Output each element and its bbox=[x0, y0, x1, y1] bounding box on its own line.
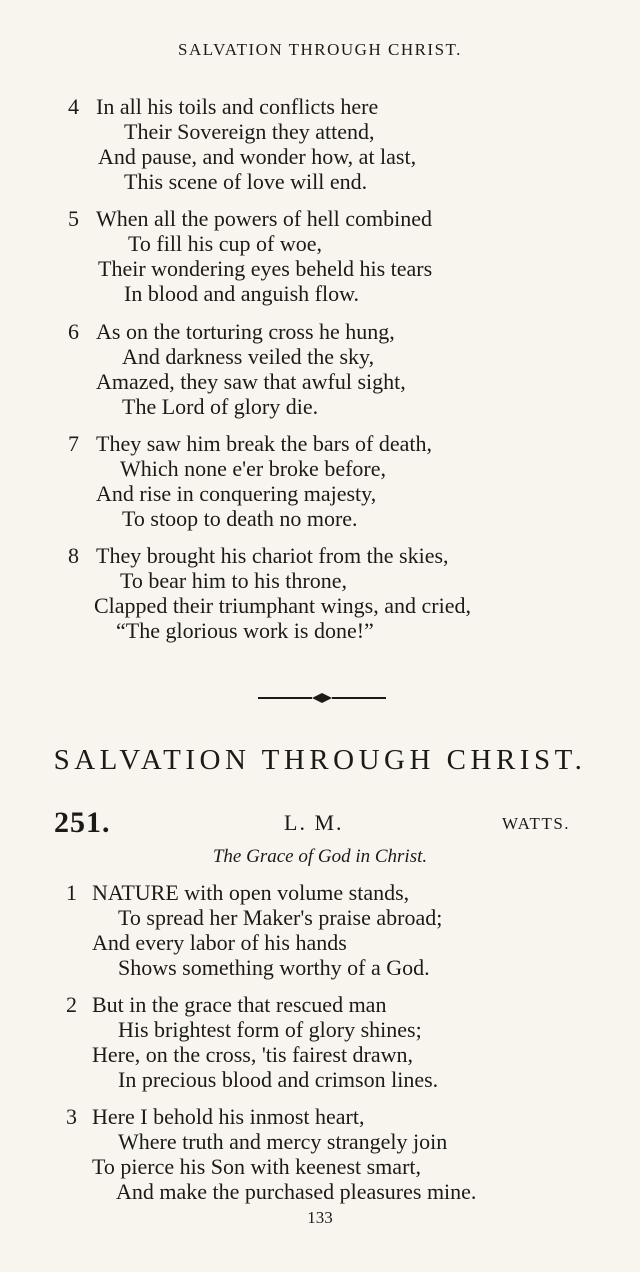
verse-line: But in the grace that rescued man bbox=[92, 992, 387, 1017]
ornament-divider bbox=[258, 688, 386, 708]
hymn-number: 251. bbox=[54, 806, 111, 839]
page-number: 133 bbox=[307, 1208, 333, 1227]
stanza-number: 5 bbox=[68, 206, 79, 231]
verse-line: To pierce his Son with keenest smart, bbox=[92, 1154, 422, 1179]
verse-line: And make the purchased pleasures mine. bbox=[116, 1179, 477, 1204]
verse-line: NATURE with open volume stands, bbox=[92, 880, 410, 905]
verse-line: To fill his cup of woe, bbox=[128, 231, 322, 256]
hymn-author: WATTS. bbox=[502, 814, 571, 833]
verse-line: In blood and anguish flow. bbox=[124, 281, 360, 306]
verse-line: This scene of love will end. bbox=[124, 169, 368, 194]
verse-line: To stoop to death no more. bbox=[122, 506, 358, 531]
stanza-number: 7 bbox=[68, 431, 79, 456]
stanza-number: 2 bbox=[66, 992, 77, 1017]
verse-line: Here I behold his inmost heart, bbox=[92, 1104, 365, 1129]
running-head: SALVATION THROUGH CHRIST. bbox=[178, 40, 462, 59]
verse-line: As on the torturing cross he hung, bbox=[96, 319, 395, 344]
stanza-number: 6 bbox=[68, 319, 79, 344]
verse-line: Here, on the cross, 'tis fairest drawn, bbox=[92, 1042, 414, 1067]
verse-line: In all his toils and conflicts here bbox=[96, 94, 379, 119]
hymn-subtitle: The Grace of God in Christ. bbox=[212, 846, 428, 867]
section-title: SALVATION THROUGH CHRIST. bbox=[53, 744, 587, 776]
verse-line: Where truth and mercy strangely join bbox=[118, 1129, 448, 1154]
stanza-number: 8 bbox=[68, 543, 79, 568]
verse-line: His brightest form of glory shines; bbox=[118, 1017, 422, 1042]
verse-line: Their wondering eyes beheld his tears bbox=[98, 256, 433, 281]
verse-line: They brought his chariot from the skies, bbox=[96, 543, 449, 568]
verse-line: And pause, and wonder how, at last, bbox=[98, 144, 417, 169]
verse-line: To spread her Maker's praise abroad; bbox=[118, 905, 443, 930]
verse-line: And rise in conquering majesty, bbox=[96, 481, 377, 506]
verse-line: The Lord of glory die. bbox=[122, 394, 319, 419]
hymn-meter: L. M. bbox=[284, 810, 344, 835]
verse-line: In precious blood and crimson lines. bbox=[118, 1067, 439, 1092]
verse-line: And darkness veiled the sky, bbox=[122, 344, 375, 369]
verse-line: And every labor of his hands bbox=[92, 930, 347, 955]
verse-line: To bear him to his throne, bbox=[120, 568, 347, 593]
verse-line: Shows something worthy of a God. bbox=[118, 955, 430, 980]
verse-line: They saw him break the bars of death, bbox=[96, 431, 432, 456]
verse-line: Clapped their triumphant wings, and cried, bbox=[94, 593, 471, 618]
stanza-number: 3 bbox=[66, 1104, 77, 1129]
verse-line: When all the powers of hell combined bbox=[96, 206, 433, 231]
verse-line: Amazed, they saw that awful sight, bbox=[96, 369, 406, 394]
verse-line: Which none e'er broke before, bbox=[120, 456, 386, 481]
stanza-number: 1 bbox=[66, 880, 77, 905]
verse-line: “The glorious work is done!” bbox=[116, 618, 374, 643]
stanza-number: 4 bbox=[68, 94, 79, 119]
verse-line: Their Sovereign they attend, bbox=[124, 119, 375, 144]
